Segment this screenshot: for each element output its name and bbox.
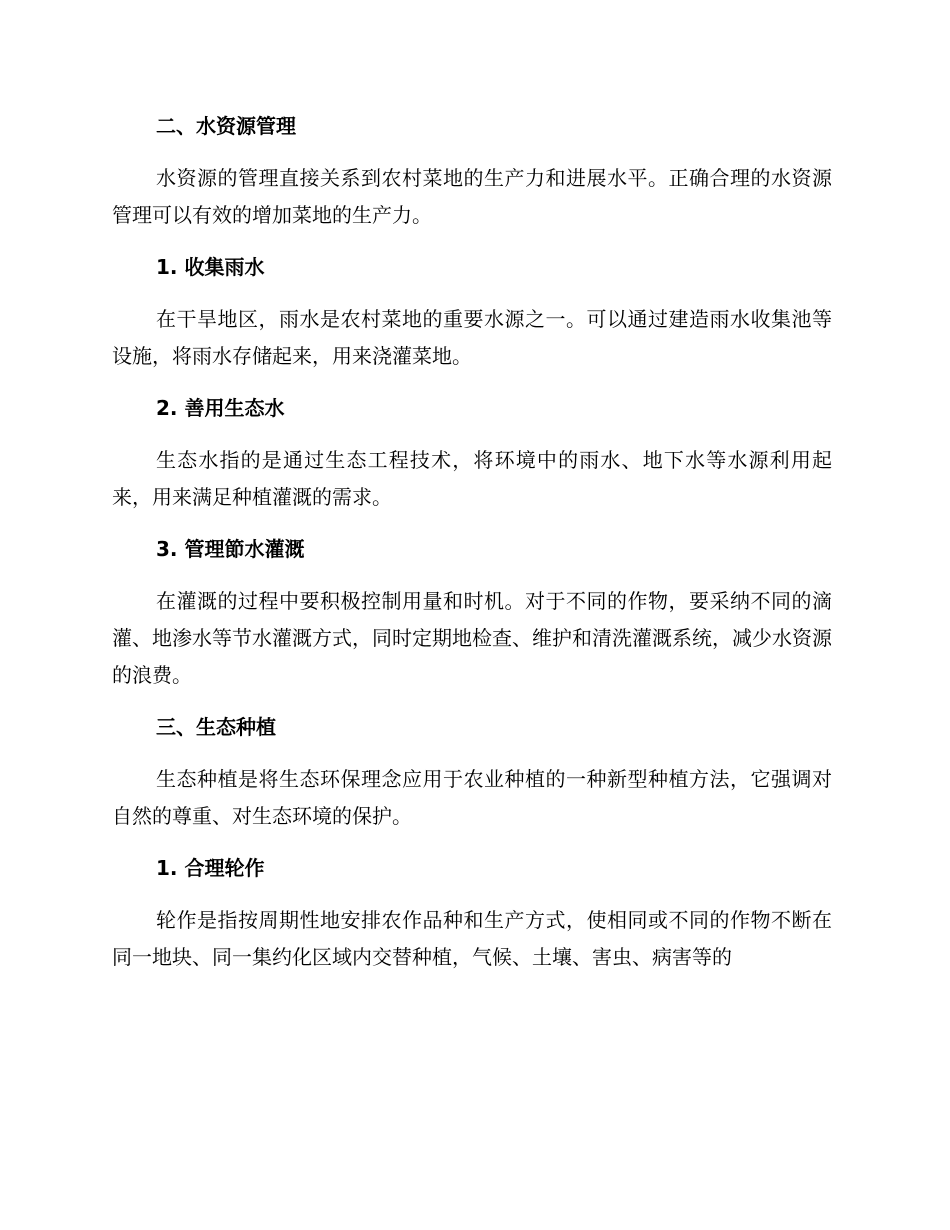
section-heading-ecological-planting: 三、生态种植 bbox=[156, 715, 276, 739]
paragraph-water-management-intro: 水资源的管理直接关系到农村菜地的生产力和进展水平。正确合理的水资源管理可以有效的增加菜地的生产力。 bbox=[112, 166, 832, 227]
subheading-water-saving-irrigation: 3. 管理節水灌溉 bbox=[156, 537, 305, 561]
section-heading-water-management: 二、水资源管理 bbox=[156, 114, 296, 138]
paragraph-crop-rotation: 轮作是指按周期性地安排农作品种和生产方式，使相同或不同的作物不断在同一地块、同一集约化区域内交替种植，气候、土壤、害虫、病害等的 bbox=[112, 908, 832, 969]
subheading-ecological-water: 2. 善用生态水 bbox=[156, 396, 285, 420]
paragraph-collect-rainwater: 在干旱地区，雨水是农村菜地的重要水源之一。可以通过建造雨水收集池等设施，将雨水存储起来，用来浇灌菜地。 bbox=[112, 307, 832, 368]
document-body bbox=[112, 108, 832, 976]
subheading-crop-rotation: 1. 合理轮作 bbox=[156, 856, 265, 880]
paragraph-ecological-planting-intro: 生态种植是将生态环保理念应用于农业种植的一种新型种植方法，它强调对自然的尊重、对生态环境的保护。 bbox=[112, 767, 832, 828]
paragraph-ecological-water: 生态水指的是通过生态工程技术，将环境中的雨水、地下水等水源利用起来，用来满足种植灌溉的需求。 bbox=[112, 448, 832, 509]
paragraph-water-saving-irrigation: 在灌溉的过程中要积极控制用量和时机。对于不同的作物，要采纳不同的滴灌、地渗水等节水灌溉方式，同时定期地检查、维护和清洗灌溉系统，减少水资源的浪费。 bbox=[112, 589, 832, 687]
subheading-collect-rainwater: 1. 收集雨水 bbox=[156, 255, 265, 279]
